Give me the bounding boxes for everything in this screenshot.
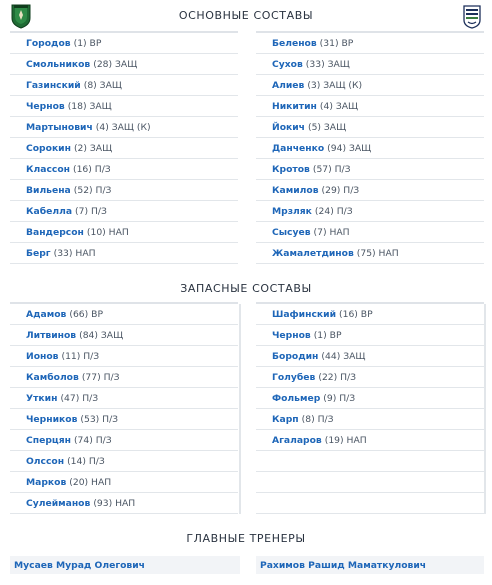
player-name-link[interactable]: Камболов [26, 371, 79, 383]
player-row[interactable] [256, 180, 484, 201]
player-number-position: (24) П/З [314, 205, 353, 217]
player-name-link[interactable]: Шафинский [272, 308, 337, 320]
player-row[interactable] [10, 451, 238, 472]
starting-home-list [10, 33, 238, 264]
player-row[interactable] [10, 75, 238, 96]
player-row[interactable] [256, 159, 484, 180]
player-name-link[interactable]: Сулейманов [26, 497, 91, 509]
player-number-position: (20) НАП [69, 476, 112, 488]
player-number-position: (16) П/З [73, 163, 111, 175]
player-row[interactable] [256, 388, 484, 409]
player-name-link[interactable]: Городов [26, 37, 71, 49]
player-name-link[interactable]: Йокич [272, 121, 305, 133]
player-number-position: (4) ЗАЩ [319, 100, 359, 112]
player-number-position: (93) НАП [93, 497, 136, 509]
player-number-position: (94) ЗАЩ [327, 142, 372, 154]
player-row[interactable] [10, 472, 238, 493]
subs-away-list [256, 304, 484, 514]
player-number-position: (47) П/З [60, 392, 99, 404]
player-number-position: (10) НАП [86, 226, 129, 238]
player-row[interactable] [256, 201, 484, 222]
player-row[interactable] [10, 159, 238, 180]
player-number-position: (33) ЗАЩ [305, 58, 350, 70]
player-row[interactable] [256, 222, 484, 243]
player-number-position: (53) П/З [80, 413, 119, 425]
home-coach-link[interactable]: Мусаев Мурад Олегович [10, 556, 240, 574]
player-number-position: (28) ЗАЩ [93, 58, 138, 70]
player-name-link[interactable]: Бородин [272, 350, 319, 362]
player-number-position: (2) ЗАЩ [73, 142, 113, 154]
player-row[interactable] [256, 243, 484, 264]
player-row[interactable] [10, 96, 238, 117]
player-row[interactable] [256, 96, 484, 117]
player-row[interactable] [10, 138, 238, 159]
player-name-link[interactable]: Чернов [272, 329, 311, 341]
player-name-link[interactable]: Никитин [272, 100, 317, 112]
player-number-position: (57) П/З [312, 163, 351, 175]
player-name-link[interactable]: Вандерсон [26, 226, 84, 238]
player-name-link[interactable]: Мартынович [26, 121, 93, 133]
player-name-link[interactable]: Классон [26, 163, 70, 175]
player-name-link[interactable]: Сухов [272, 58, 303, 70]
player-number-position: (29) П/З [321, 184, 360, 196]
player-number-position: (16) ВР [339, 308, 373, 320]
player-name-link[interactable]: Карп [272, 413, 299, 425]
substitutes-title: ЗАПАСНЫЕ СОСТАВЫ [180, 282, 312, 295]
player-name-link[interactable]: Данченко [272, 142, 325, 154]
player-row[interactable] [256, 367, 484, 388]
player-name-link[interactable]: Агаларов [272, 434, 322, 446]
player-number-position: (14) П/З [67, 455, 105, 467]
player-number-position: (8) ЗАЩ [83, 79, 122, 91]
player-name-link[interactable]: Голубев [272, 371, 316, 383]
player-number-position: (74) П/З [73, 434, 112, 446]
player-number-position: (1) ВР [73, 37, 102, 49]
player-row[interactable] [10, 346, 238, 367]
player-row[interactable] [10, 243, 238, 264]
player-row[interactable] [10, 388, 238, 409]
player-row[interactable] [10, 201, 238, 222]
player-name-link[interactable]: Сысуев [272, 226, 311, 238]
player-number-position: (75) НАП [356, 247, 399, 259]
player-name-link[interactable]: Ионов [26, 350, 59, 362]
player-number-position: (8) П/З [301, 413, 334, 425]
starting-lineups-title: ОСНОВНЫЕ СОСТАВЫ [178, 9, 314, 22]
player-number-position: (52) П/З [73, 184, 112, 196]
player-row[interactable] [10, 222, 238, 243]
player-name-link[interactable]: Кабелла [26, 205, 73, 217]
player-row[interactable] [256, 117, 484, 138]
player-row[interactable] [10, 33, 238, 54]
subs-home-list [10, 304, 238, 514]
player-row[interactable] [10, 325, 238, 346]
player-number-position: (1) ВР [313, 329, 342, 341]
player-row[interactable] [10, 304, 238, 325]
player-number-position: (11) П/З [61, 350, 100, 362]
player-number-position: (22) П/З [318, 371, 357, 383]
player-number-position: (7) НАП [313, 226, 350, 238]
empty-row [256, 493, 484, 514]
player-row[interactable] [256, 304, 484, 325]
player-row[interactable] [10, 367, 238, 388]
player-number-position: (3) ЗАЩ (К) [307, 79, 363, 91]
player-row[interactable] [256, 409, 484, 430]
player-number-position: (5) ЗАЩ [307, 121, 347, 133]
player-row[interactable] [256, 325, 484, 346]
player-name-link[interactable]: Сорокин [26, 142, 71, 154]
player-row[interactable] [256, 54, 484, 75]
player-number-position: (4) ЗАЩ (К) [95, 121, 151, 133]
player-name-link[interactable]: Смольников [26, 58, 91, 70]
player-number-position: (7) П/З [75, 205, 107, 217]
player-number-position: (44) ЗАЩ [321, 350, 366, 362]
player-row[interactable] [10, 54, 238, 75]
player-number-position: (18) ЗАЩ [67, 100, 112, 112]
player-name-link[interactable]: Жамалетдинов [272, 247, 354, 259]
player-number-position: (33) НАП [53, 247, 96, 259]
player-name-link[interactable]: Мрзляк [272, 205, 312, 217]
subs-right-border [484, 304, 486, 514]
starting-away-list [256, 33, 484, 264]
player-number-position: (31) ВР [319, 37, 354, 49]
player-name-link[interactable]: Литвинов [26, 329, 77, 341]
player-number-position: (66) ВР [69, 308, 103, 320]
player-name-link[interactable]: Адамов [26, 308, 67, 320]
player-number-position: (77) П/З [81, 371, 120, 383]
player-row[interactable] [10, 409, 238, 430]
empty-row [256, 472, 484, 493]
player-row[interactable] [256, 33, 484, 54]
player-name-link[interactable]: Кротов [272, 163, 310, 175]
player-name-link[interactable]: Уткин [26, 392, 58, 404]
player-name-link[interactable]: Алиев [272, 79, 305, 91]
player-row[interactable] [256, 138, 484, 159]
player-name-link[interactable]: Газинский [26, 79, 81, 91]
player-row[interactable] [10, 493, 238, 514]
player-number-position: (9) П/З [323, 392, 356, 404]
player-number-position: (84) ЗАЩ [79, 329, 124, 341]
player-name-link[interactable]: Фольмер [272, 392, 321, 404]
away-coach-link[interactable]: Рахимов Рашид Маматкулович [256, 556, 484, 574]
player-name-link[interactable]: Берг [26, 247, 51, 259]
player-name-link[interactable]: Вильена [26, 184, 71, 196]
player-name-link[interactable]: Марков [26, 476, 67, 488]
player-name-link[interactable]: Камилов [272, 184, 319, 196]
player-row[interactable] [256, 430, 484, 451]
player-row[interactable] [10, 430, 238, 451]
empty-row [256, 451, 484, 472]
coaches-title: ГЛАВНЫЕ ТРЕНЕРЫ [186, 532, 306, 545]
player-row[interactable] [10, 180, 238, 201]
subs-divider [239, 304, 241, 514]
player-name-link[interactable]: Черников [26, 413, 78, 425]
player-name-link[interactable]: Чернов [26, 100, 65, 112]
player-name-link[interactable]: Беленов [272, 37, 317, 49]
player-row[interactable] [256, 346, 484, 367]
player-name-link[interactable]: Сперцян [26, 434, 71, 446]
player-number-position: (19) НАП [324, 434, 367, 446]
player-name-link[interactable]: Олссон [26, 455, 65, 467]
player-row[interactable] [256, 75, 484, 96]
player-row[interactable] [10, 117, 238, 138]
